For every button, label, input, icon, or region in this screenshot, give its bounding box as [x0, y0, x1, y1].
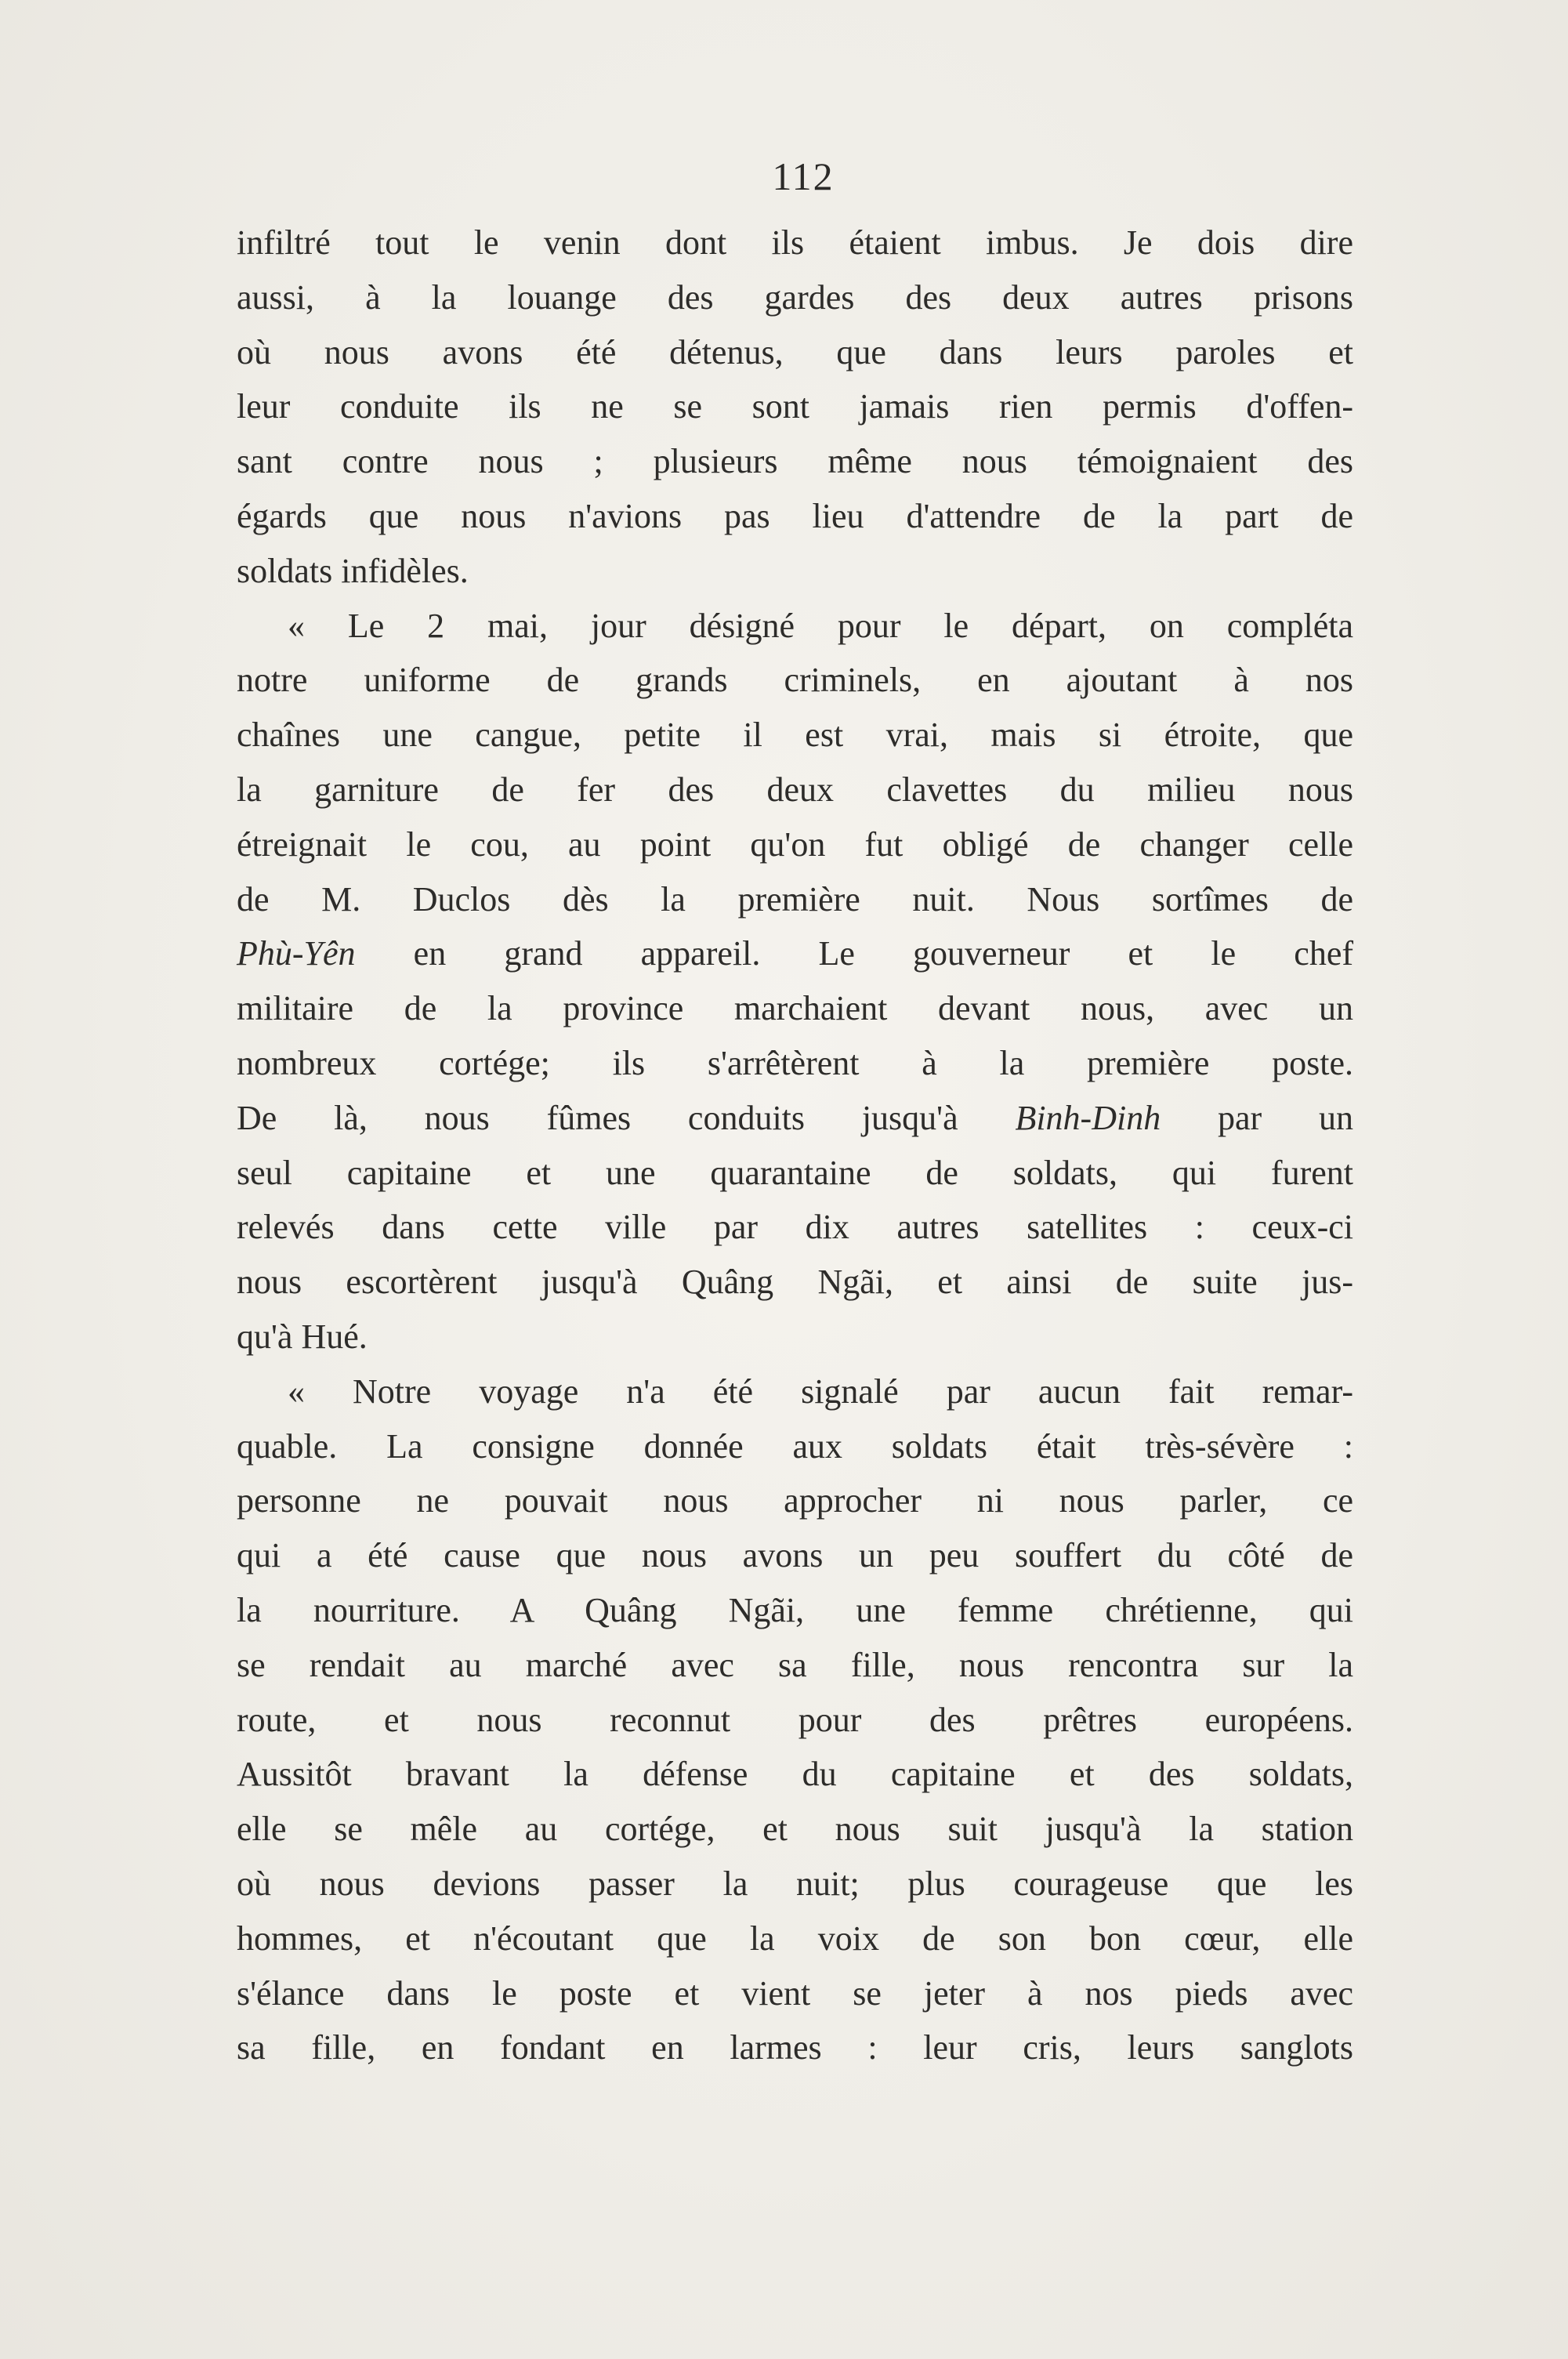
text-line: où nous avons été détenus, que dans leurs paroles et [237, 332, 1353, 371]
text-line [237, 1091, 1353, 1146]
body-text [237, 216, 1353, 2075]
text-line: « Notre voyage n'a été signalé par aucun fait remar- [288, 1372, 1353, 1411]
text-line: hommes, et n'écoutant que la voix de son bon cœur, elle [237, 1919, 1353, 1958]
text-line: « Le 2 mai, jour désigné pour le départ, on compléta [288, 606, 1353, 645]
text-line: chaînes une cangue, petite il est vrai, mais si étroite, que [237, 716, 1353, 755]
text-line: sa fille, en fondant en larmes : leur cris, leurs sanglots [237, 2028, 1353, 2067]
text-line [237, 926, 1353, 981]
text-line: qu'à Hué. [237, 1317, 368, 1356]
text-line: étreignait le cou, au point qu'on fut obligé de changer celle [237, 824, 1353, 864]
text-line: militaire de la province marchaient devant nous, avec un [237, 989, 1353, 1028]
text-line: égards que nous n'avions pas lieu d'attendre de la part de [237, 496, 1353, 535]
text-line: route, et nous reconnut pour des prêtres européens. [237, 1700, 1353, 1739]
text-line: la nourriture. A Quâng Ngãi, une femme chrétienne, qui [237, 1590, 1353, 1629]
text-line-segment: par un [1161, 1098, 1353, 1137]
text-line: soldats infidèles. [237, 551, 469, 590]
text-line: la garniture de fer des deux clavettes du milieu nous [237, 770, 1353, 809]
text-line: sant contre nous ; plusieurs même nous témoignaient des [237, 442, 1353, 481]
text-line: où nous devions passer la nuit; plus courageuse que les [237, 1864, 1353, 1903]
text-line-segment: en grand appareil. Le gouverneur et le chef [355, 934, 1353, 973]
text-line: qui a été cause que nous avons un peu souffert du côté de [237, 1536, 1353, 1575]
place-name-italic: Binh-Dinh [1015, 1098, 1161, 1137]
text-line: Aussitôt bravant la défense du capitaine et des soldats, [237, 1755, 1353, 1794]
text-line: notre uniforme de grands criminels, en ajoutant à nos [237, 661, 1353, 700]
text-line: relevés dans cette ville par dix autres satellites : ceux-ci [237, 1208, 1353, 1247]
text-line-segment: De là, nous fûmes conduits jusqu'à [237, 1098, 1016, 1137]
text-line: leur conduite ils ne se sont jamais rien permis d'offen- [237, 387, 1353, 426]
text-line: infiltré tout le venin dont ils étaient imbus. Je dois dire [237, 223, 1353, 262]
text-line: aussi, à la louange des gardes des deux autres prisons [237, 277, 1353, 317]
text-line: personne ne pouvait nous approcher ni nous parler, ce [237, 1481, 1353, 1520]
text-line: elle se mêle au cortége, et nous suit jusqu'à la station [237, 1810, 1353, 1849]
text-line: seul capitaine et une quarantaine de soldats, qui furent [237, 1153, 1353, 1192]
page-number: 112 [772, 154, 835, 198]
text-line: s'élance dans le poste et vient se jeter à nos pieds avec [237, 1973, 1353, 2013]
place-name-italic: Phù-Yên [237, 934, 356, 973]
text-line: nous escortèrent jusqu'à Quâng Ngãi, et ainsi de suite jus- [237, 1263, 1353, 1302]
text-line: se rendait au marché avec sa fille, nous rencontra sur la [237, 1645, 1353, 1684]
text-line: de M. Duclos dès la première nuit. Nous sortîmes de [237, 879, 1353, 919]
text-line: quable. La consigne donnée aux soldats était très-sévère : [237, 1426, 1353, 1466]
text-line: nombreux cortége; ils s'arrêtèrent à la première poste. [237, 1043, 1353, 1082]
